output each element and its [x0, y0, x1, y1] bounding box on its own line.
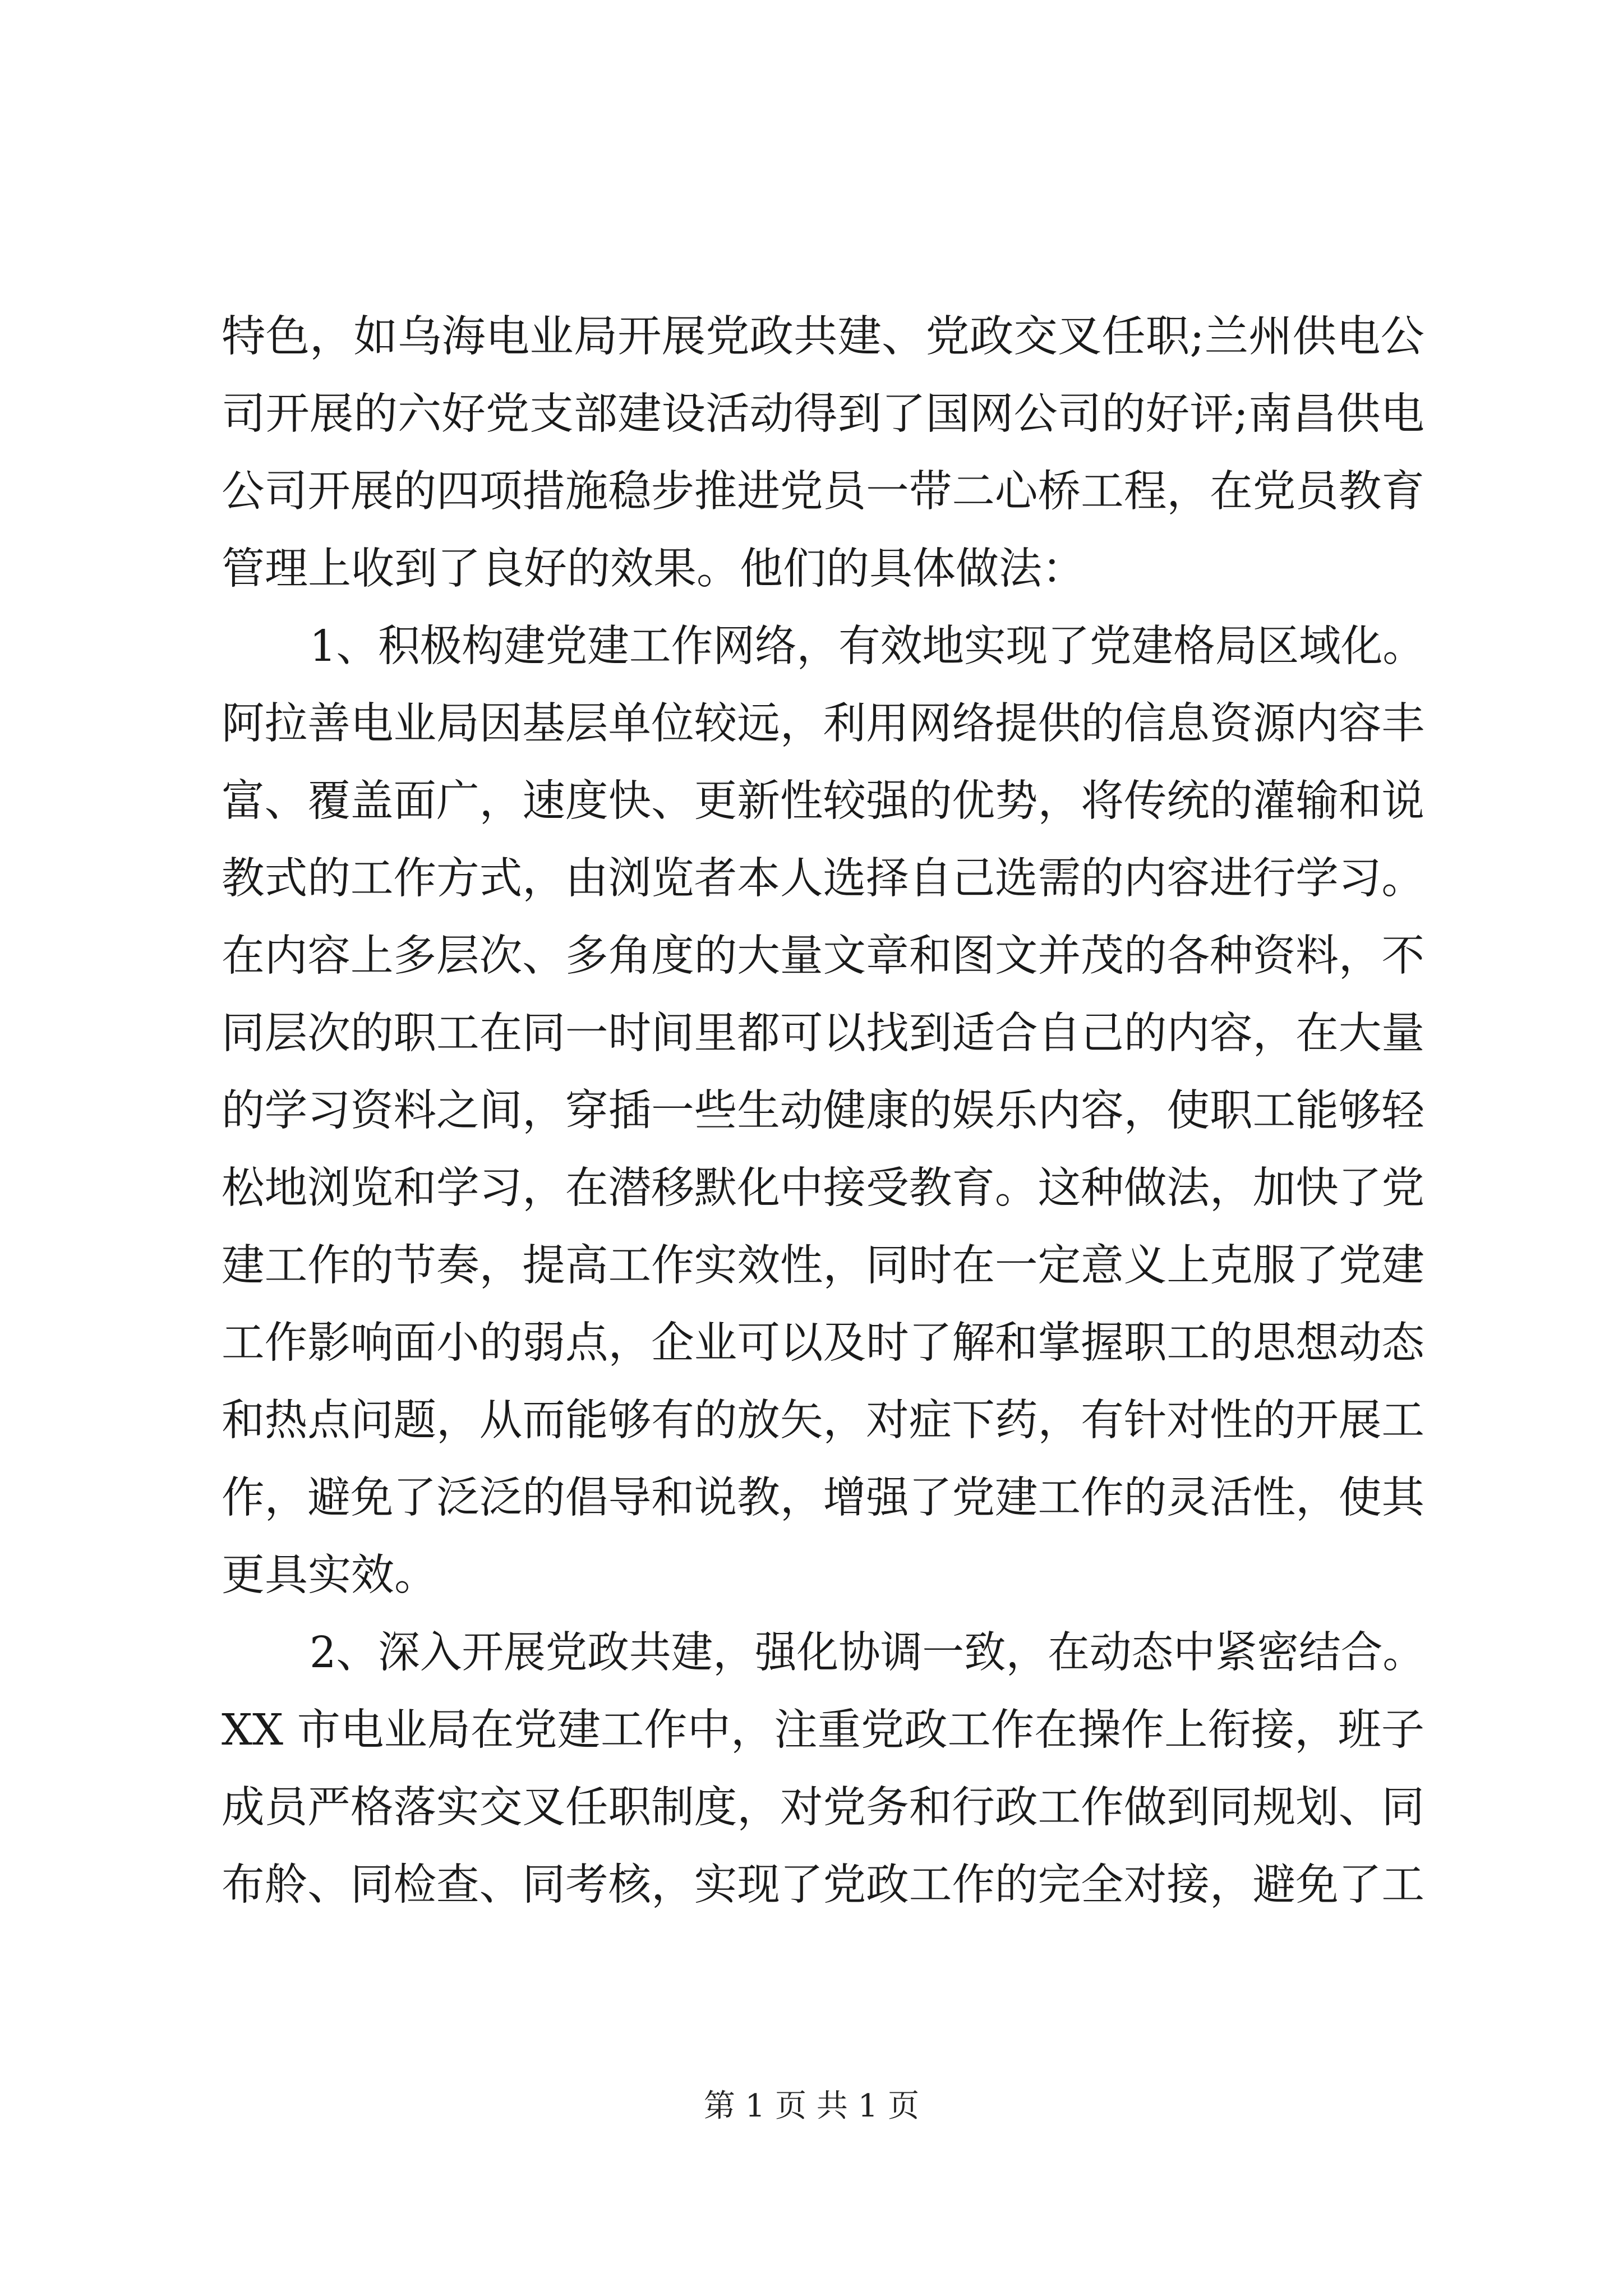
text-line-content: 建工作的节奏，提高工作实效性，同时在一定意义上克服了党建 [222, 1241, 1424, 1291]
text-line-content: 教式的工作方式，由浏览者本人选择自己选需的内容进行学习。 [222, 854, 1424, 904]
text-line-content: XX 市电业局在党建工作中，注重党政工作在操作上衔接，班子 [222, 1705, 1425, 1755]
text-line [0, 1852, 1623, 1919]
text-line [0, 1542, 1623, 1609]
page-footer [0, 2084, 1623, 2129]
text-line [0, 1232, 1623, 1300]
text-line-content: 更具实效。 [222, 1550, 437, 1600]
text-line-content: 阿拉善电业局因基层单位较远，利用网络提供的信息资源内容丰 [222, 699, 1424, 749]
text-line-content: 公司开展的四项措施稳步推进党员一带二心桥工程，在党员教育 [222, 467, 1424, 517]
text-line [0, 1697, 1623, 1764]
text-line-content: 布舲、同检查、同考核，实现了党政工作的完全对接，避免了工 [222, 1860, 1424, 1910]
text-line [0, 381, 1623, 448]
text-line [0, 691, 1623, 758]
text-line [0, 1310, 1623, 1377]
text-line-content: 松地浏览和学习，在潜移默化中接受教育。这种做法，加快了党 [222, 1163, 1424, 1213]
text-line [0, 1774, 1623, 1842]
text-line-content: 特色，如乌海电业局开展党政共建、党政交叉任职;兰州供电公 [222, 312, 1424, 362]
text-line [0, 1465, 1623, 1532]
text-line [0, 1078, 1623, 1145]
text-line-content: 2、深入开展党政共建，强化协调一致，在动态中紧密结合。 [310, 1628, 1424, 1678]
text-line [0, 923, 1623, 990]
text-line-content: 同层次的职工在同一时间里都可以找到适合自己的内容，在大量 [222, 1009, 1424, 1059]
text-line [0, 303, 1623, 371]
text-line-content: 和热点问题，从而能够有的放矢，对症下药，有针对性的开展工 [222, 1396, 1424, 1446]
text-line-content: 作，避免了泛泛的倡导和说教，增强了党建工作的灵活性，使其 [222, 1473, 1424, 1523]
text-line-content: 管理上收到了良好的效果。他们的具体做法： [222, 544, 1085, 594]
text-line [0, 1155, 1623, 1222]
text-line-content: 富、覆盖面广，速度快、更新性较强的优势，将传统的灌输和说 [222, 776, 1424, 826]
text-line-content: 司开展的六好党支部建设活动得到了国网公司的好评;南昌供电 [222, 389, 1424, 439]
page-number-label: 第 1 页 共 1 页 [703, 2088, 920, 2124]
text-line [0, 768, 1623, 835]
paragraph-2-first-line [0, 1619, 1623, 1687]
text-line-content: 在内容上多层次、多角度的大量文章和图文并茂的各种资料，不 [222, 931, 1424, 981]
text-line [0, 1000, 1623, 1068]
text-line [0, 536, 1623, 603]
text-line-content: 成员严格落实交叉任职制度，对党务和行政工作做到同规划、同 [222, 1783, 1424, 1833]
text-line-content: 工作影响面小的弱点，企业可以及时了解和掌握职工的思想动态 [222, 1318, 1424, 1368]
text-line [0, 845, 1623, 913]
text-line-content: 的学习资料之间，穿插一些生动健康的娱乐内容，使职工能够轻 [222, 1086, 1424, 1136]
text-line-content: 1、积极构建党建工作网络，有效地实现了党建格局区域化。 [310, 622, 1424, 671]
text-line [0, 458, 1623, 526]
text-line [0, 1387, 1623, 1455]
paragraph-1-first-line [0, 613, 1623, 680]
